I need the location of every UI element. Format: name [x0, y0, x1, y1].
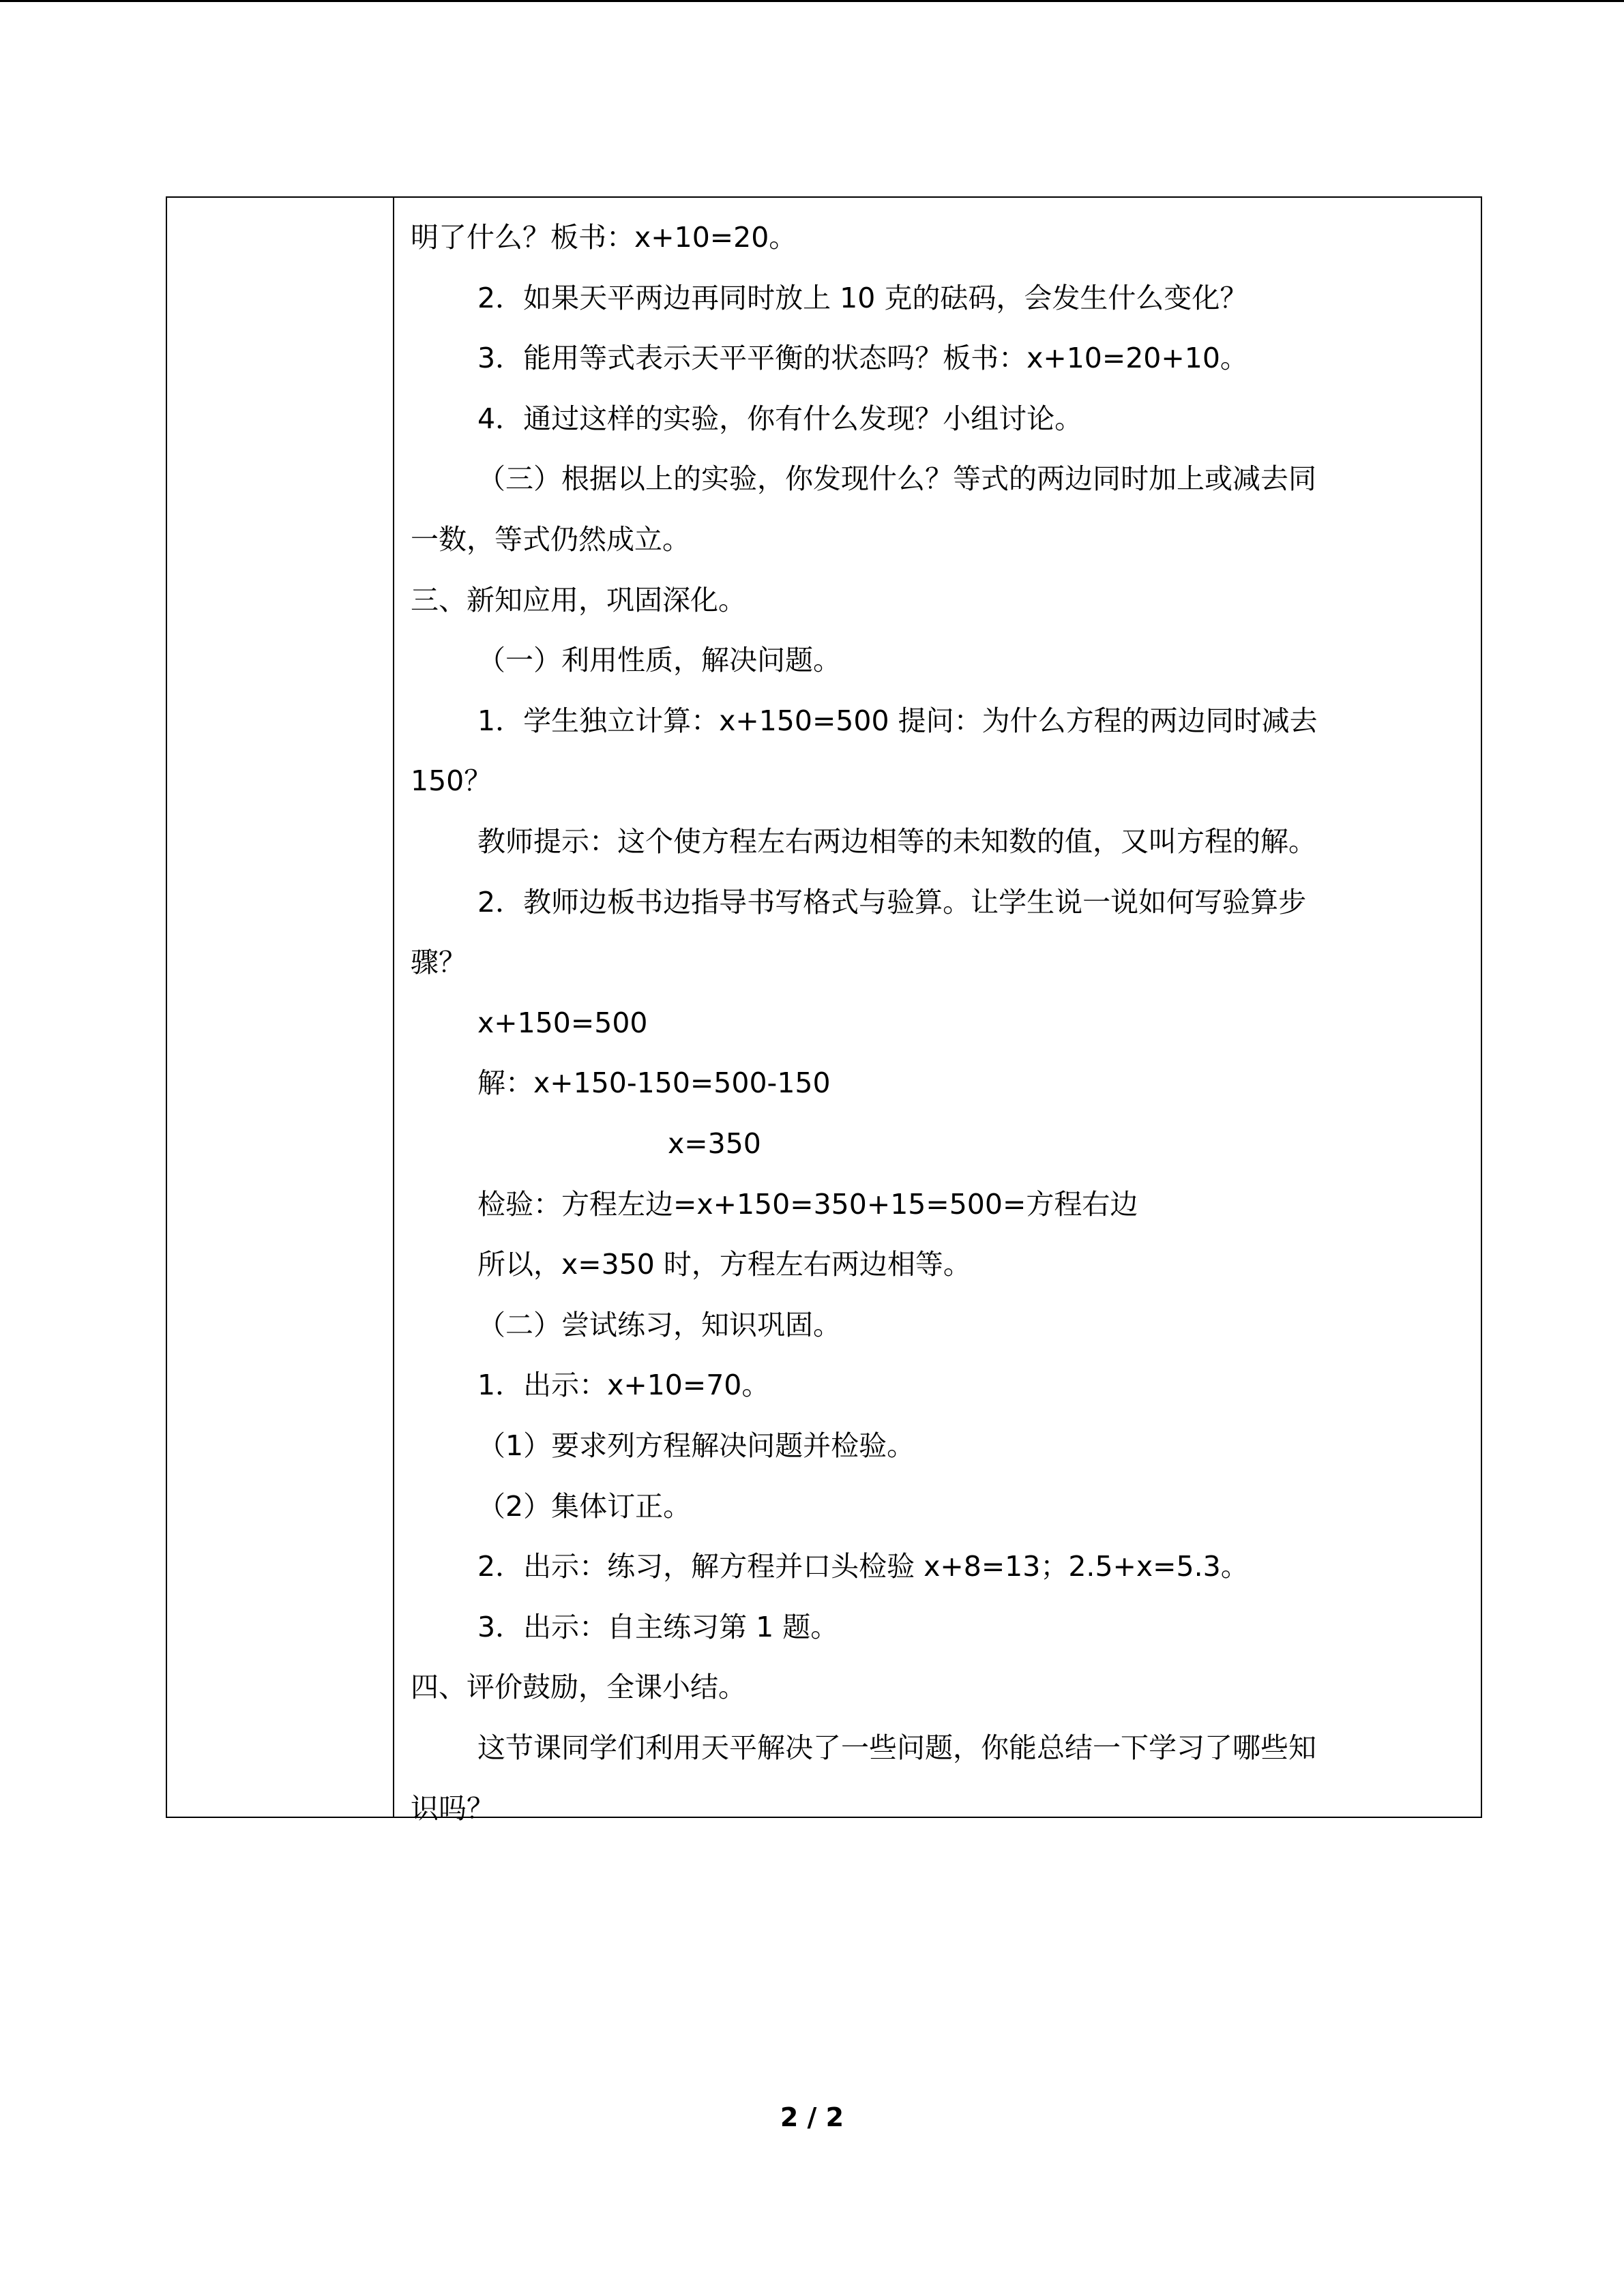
section-heading: 四、评价鼓励，全课小结。 — [411, 1671, 746, 1704]
text-line: （1）要求列方程解决问题并检验。 — [477, 1429, 915, 1462]
text-line: 3．出示：自主练习第 1 题。 — [477, 1610, 839, 1643]
text-line: （一）利用性质，解决问题。 — [477, 644, 841, 677]
table-left-column — [167, 198, 394, 1817]
page-number: 2 / 2 — [780, 2102, 844, 2132]
top-border-line — [0, 0, 1624, 2]
text-line: 一数，等式仍然成立。 — [411, 523, 690, 556]
equation-line: 检验：方程左边=x+150=350+15=500=方程右边 — [477, 1187, 1138, 1221]
text-line: 2．如果天平两边再同时放上 10 克的砝码，会发生什么变化？ — [477, 281, 1248, 314]
lesson-plan-table — [166, 196, 1482, 1825]
text-line: 这节课同学们利用天平解决了一些问题，你能总结一下学习了哪些知 — [477, 1731, 1316, 1764]
equation-line: x+150=500 — [477, 1006, 648, 1039]
text-line: 识吗？ — [411, 1791, 494, 1825]
text-line: 教师提示：这个使方程左右两边相等的未知数的值，又叫方程的解。 — [477, 825, 1316, 858]
equation-line: 解：x+150-150=500-150 — [477, 1067, 831, 1100]
text-line: 2．教师边板书边指导书写格式与验算。让学生说一说如何写验算步 — [477, 885, 1307, 919]
text-line: 150？ — [411, 764, 492, 798]
text-line: （三）根据以上的实验，你发现什么？等式的两边同时加上或减去同 — [477, 462, 1316, 496]
section-heading: 三、新知应用，巩固深化。 — [411, 583, 746, 616]
text-line: 1．出示：x+10=70。 — [477, 1369, 770, 1402]
text-line: 1．学生独立计算：x+150=500 提问：为什么方程的两边同时减去 — [477, 704, 1318, 737]
equation-line: x=350 — [668, 1127, 761, 1160]
text-line: 骤？ — [411, 946, 467, 979]
text-line: （2）集体订正。 — [477, 1489, 692, 1523]
text-line: 2．出示：练习，解方程并口头检验 x+8=13；2.5+x=5.3。 — [477, 1550, 1249, 1583]
text-line: 3．能用等式表示天平平衡的状态吗？板书：x+10=20+10。 — [477, 342, 1248, 375]
text-line: 所以，x=350 时，方程左右两边相等。 — [477, 1248, 971, 1281]
text-line: 4．通过这样的实验，你有什么发现？小组讨论。 — [477, 402, 1083, 435]
text-line: （二）尝试练习，知识巩固。 — [477, 1308, 841, 1341]
text-line: 明了什么？板书：x+10=20。 — [411, 221, 797, 254]
